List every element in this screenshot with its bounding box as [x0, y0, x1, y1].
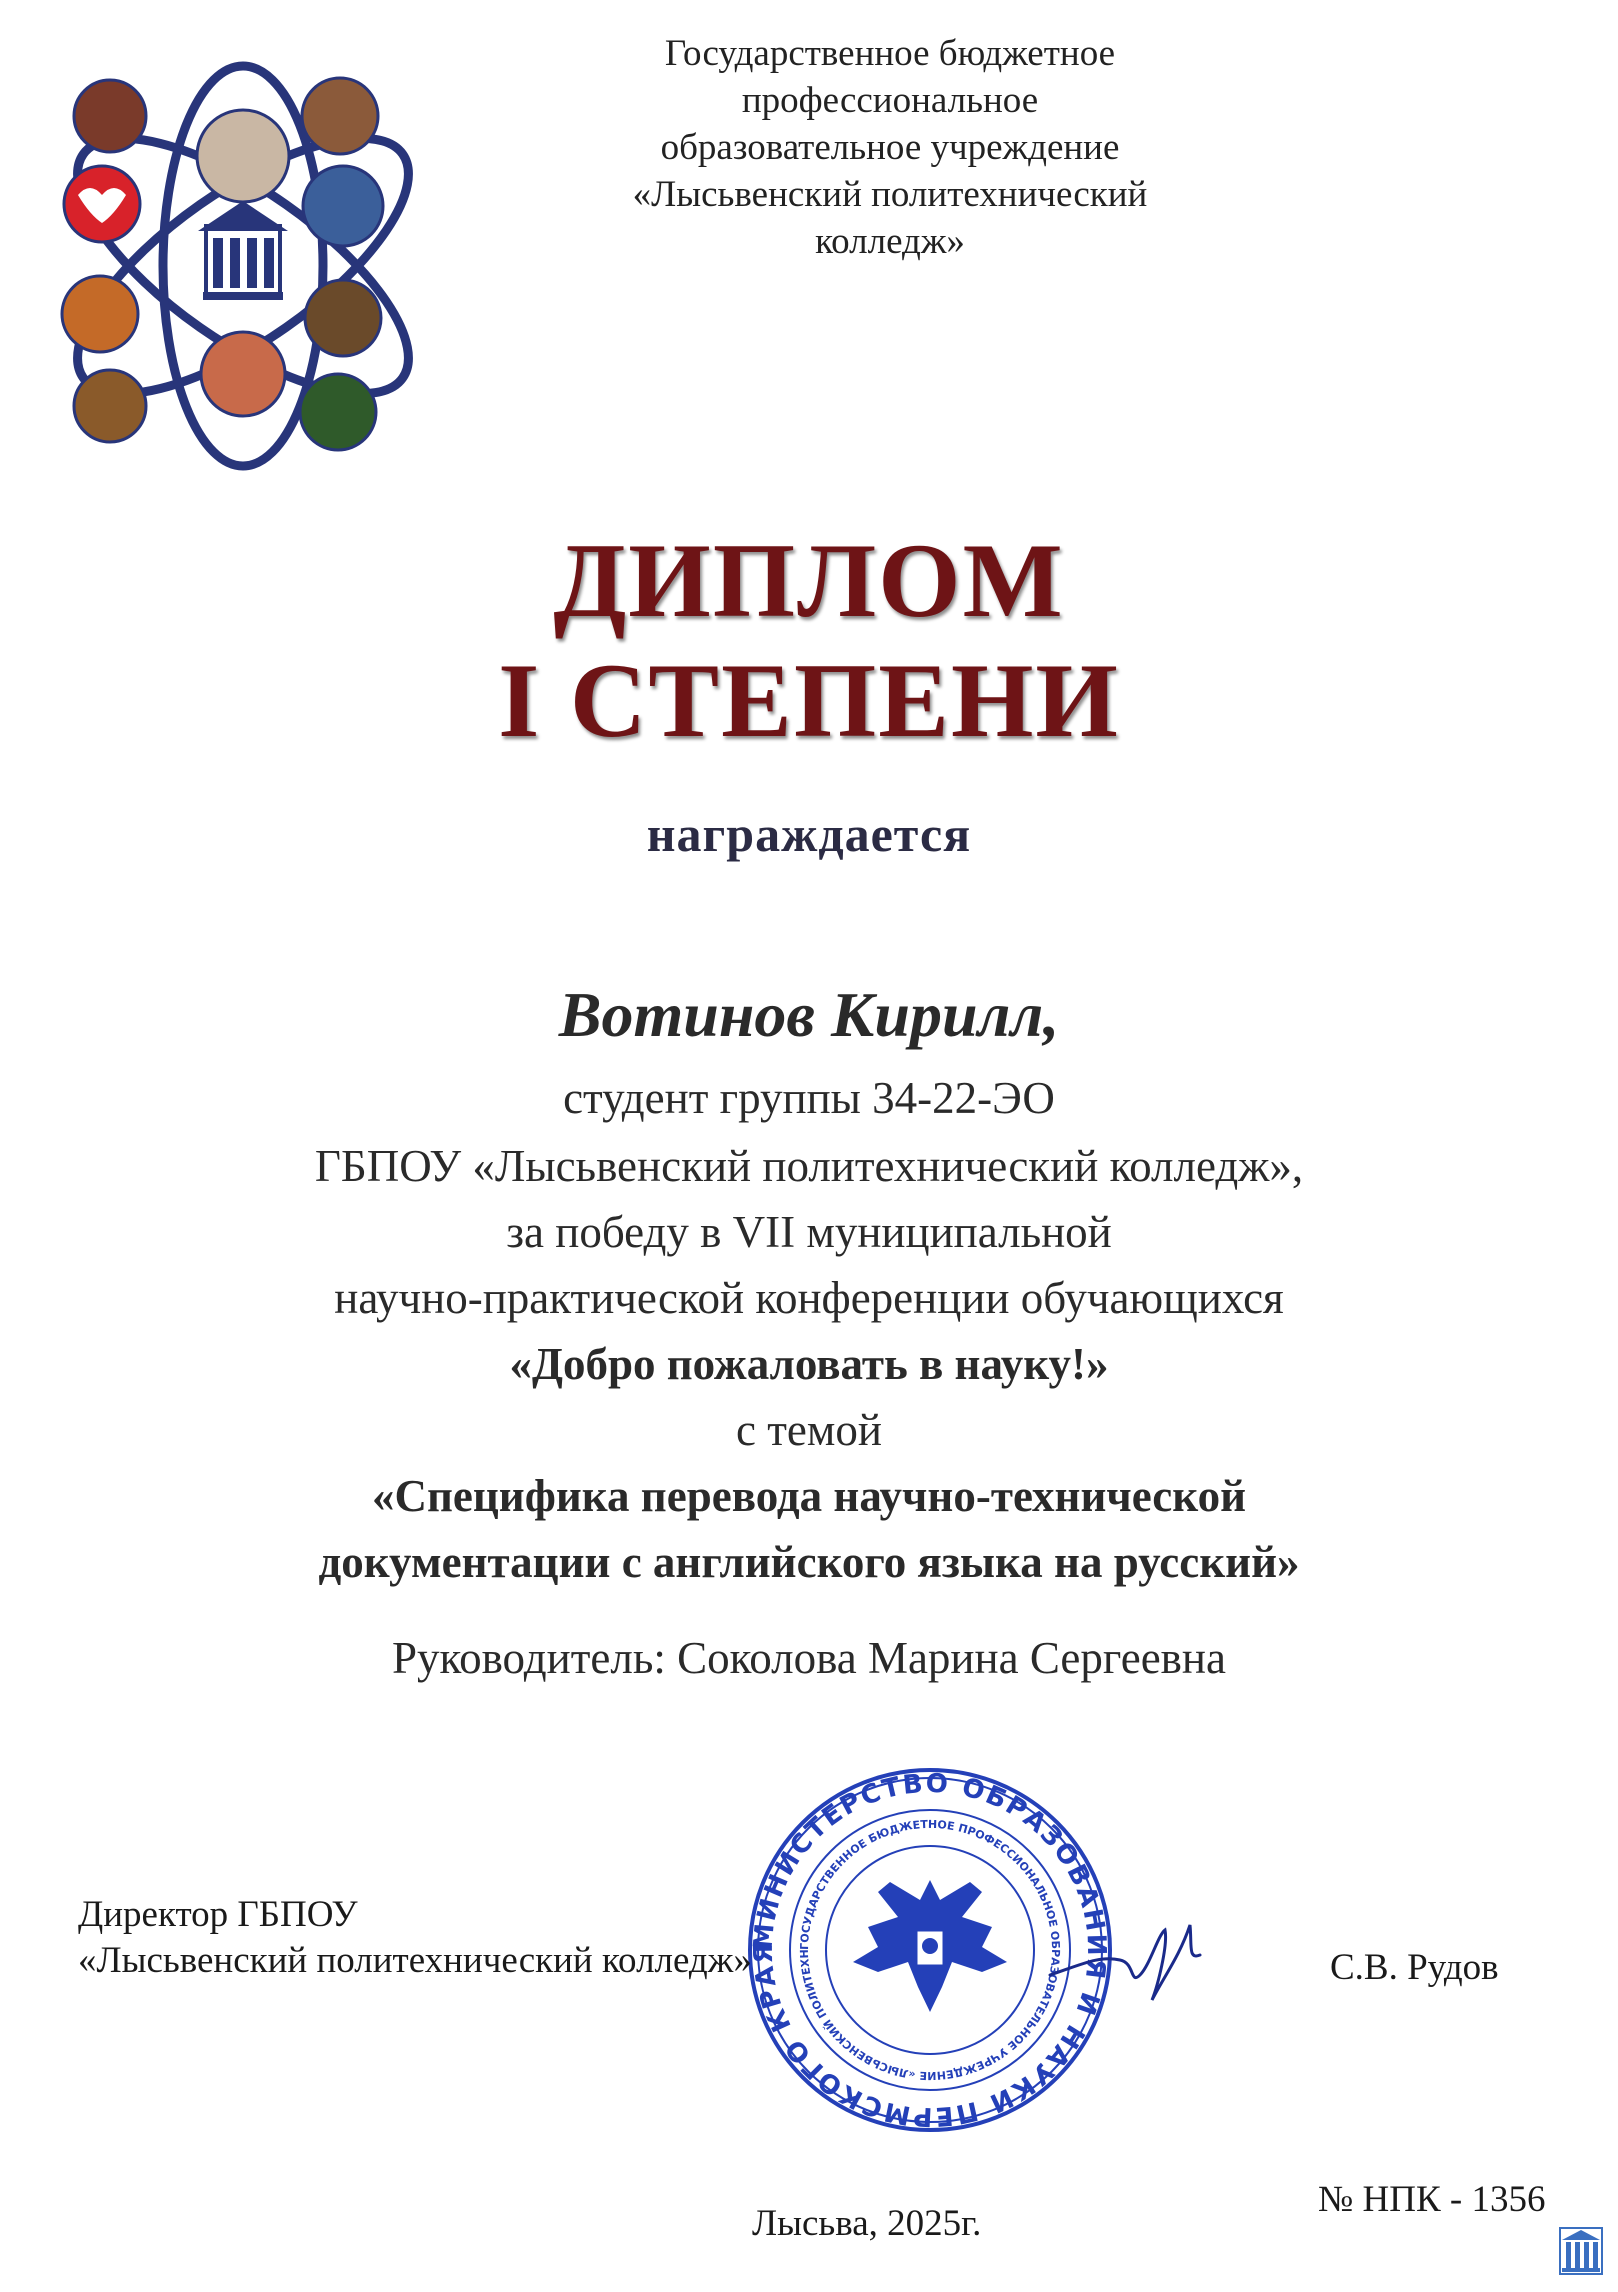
topic-line-2: документации с английского языка на русский»: [318, 1537, 1300, 1587]
college-corner-logo-icon: [1558, 2226, 1604, 2276]
header-line-3: «Лысьвенский политехнический колледж»: [632, 174, 1148, 262]
director-name: С.В. Рудов: [1330, 1947, 1499, 1988]
recipient-name: Вотинов Кирилл,: [558, 979, 1060, 1050]
city-date: Лысьва, 2025г.: [752, 2203, 982, 2244]
signature-icon: [1040, 1905, 1220, 2015]
college-emblem-logo: [38, 56, 448, 476]
seal-outer-text: МИНИСТЕРСТВО ОБРАЗОВАНИЯ И НАУКИ ПЕРМСКОГО КРАЯ: [748, 1768, 1112, 2132]
supervisor-line: Руководитель: Соколова Марина Сергеевна: [392, 1633, 1226, 1683]
body-line-topic-label: с темой: [736, 1405, 882, 1455]
diploma-degree: I СТЕПЕНИ: [498, 642, 1120, 759]
director-signature: [1040, 1905, 1220, 2015]
eagle-emblem-icon: [853, 1880, 1007, 2012]
seal-inner-text: ГОСУДАРСТВЕННОЕ БЮДЖЕТНОЕ ПРОФЕССИОНАЛЬНОЕ ОБРАЗОВАТЕЛЬНОЕ УЧРЕЖДЕНИЕ «ЛЫСЬВЕНСКИЙ ПОЛИТЕХН: [797, 1817, 1063, 2083]
building-icon: [198, 201, 288, 300]
atom-emblem-icon: [38, 56, 448, 476]
body-line-group: студент группы 34-22-ЭО: [563, 1073, 1055, 1123]
conference-name: «Добро пожаловать в науку!»: [509, 1339, 1109, 1389]
awarded-label: награждается: [646, 806, 972, 862]
director-line-1: Директор ГБПОУ: [78, 1894, 358, 1935]
topic-line-1: «Специфика перевода научно-технической: [371, 1471, 1247, 1521]
body-line-college: ГБПОУ «Лысьвенский политехнический колледж»,: [314, 1141, 1304, 1191]
document-number: № НПК - 1356: [1318, 2179, 1546, 2220]
header-line-2: образовательное учреждение: [660, 127, 1120, 168]
diploma-title: ДИПЛОМ: [553, 522, 1065, 639]
director-title: [78, 1892, 752, 1984]
director-line-2: «Лысьвенский политехнический колледж»: [78, 1940, 752, 1981]
institution-header: [560, 30, 1220, 265]
body-line-conference: научно-практической конференции обучающихся: [334, 1273, 1284, 1323]
header-line-1: Государственное бюджетное профессиональное: [664, 33, 1116, 121]
body-line-victory: за победу в VII муниципальной: [506, 1207, 1112, 1257]
